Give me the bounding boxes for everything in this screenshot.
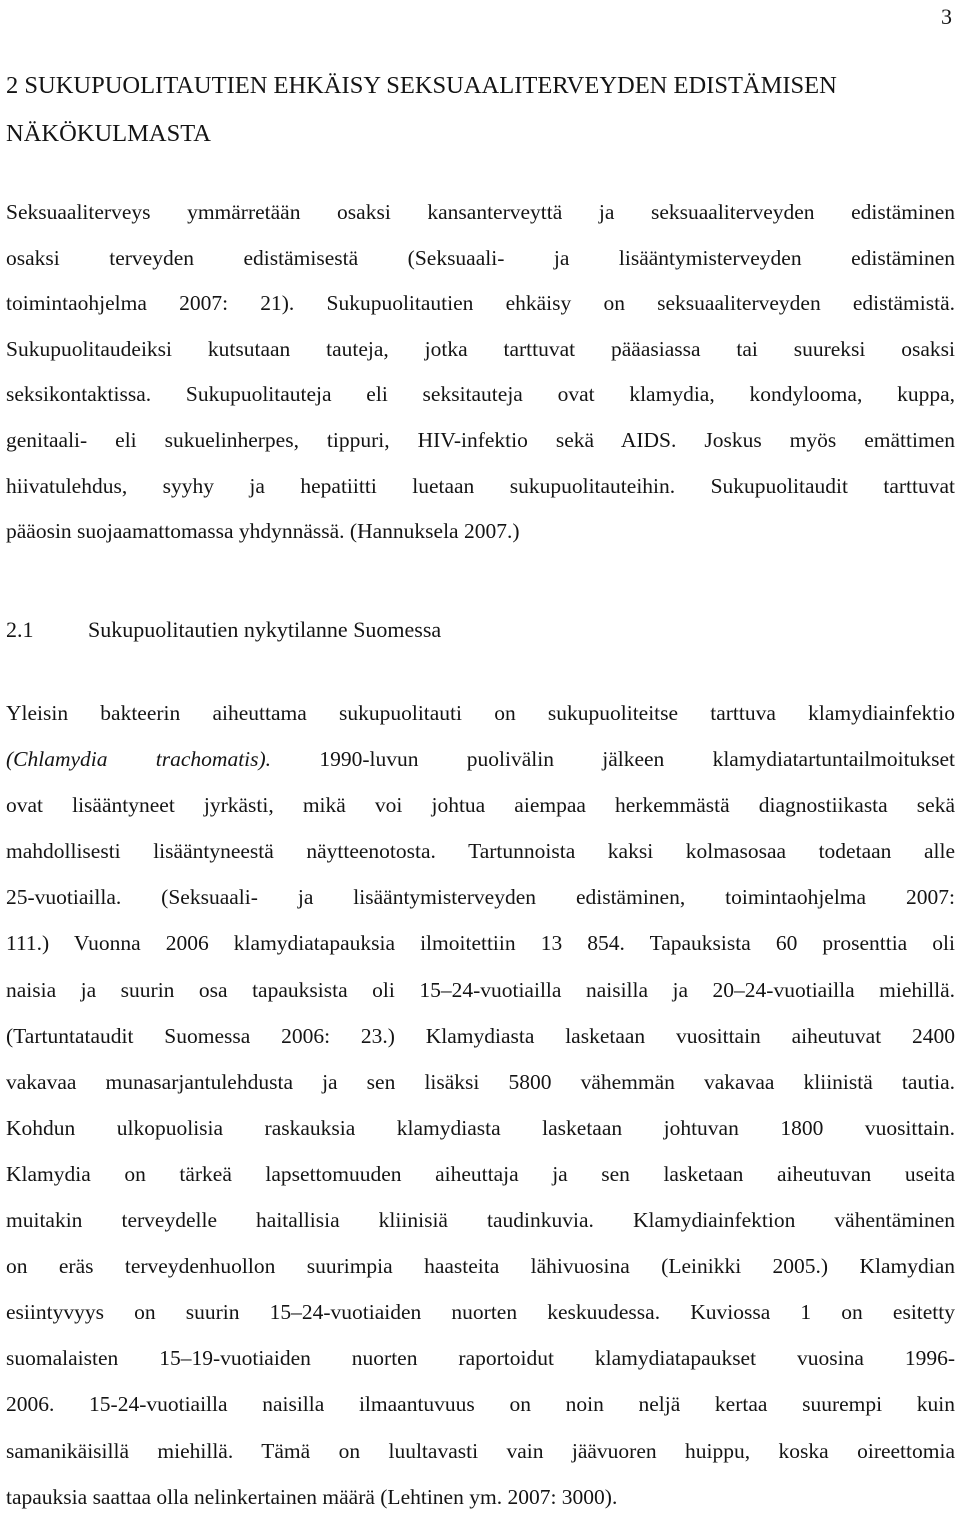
paragraph-line: Seksuaaliterveys ymmärretään osaksi kansanterveyttä ja seksuaaliterveyden edistäminen	[6, 200, 955, 224]
paragraph-line: esiintyvyys on suurin 15–24-vuotiaiden nuorten keskuudessa. Kuviossa 1 on esitetty	[6, 1300, 955, 1325]
intro-paragraph	[6, 190, 955, 555]
subsection-heading	[6, 606, 441, 654]
page-number: 3	[941, 4, 952, 29]
paragraph-line: Sukupuolitaudeiksi kutsutaan tauteja, jotka tarttuvat pääasiassa tai suureksi osaksi	[6, 336, 955, 361]
paragraph-line: 111.) Vuonna 2006 klamydiatapauksia ilmoitettiin 13 854. Tapauksista 60 prosenttia oli	[6, 931, 955, 956]
paragraph-line: ovat lisääntyneet jyrkästi, mikä voi johtua aiempaa herkemmästä diagnostiikasta sekä	[6, 793, 955, 818]
paragraph-line: (Tartuntataudit Suomessa 2006: 23.) Klamydiasta lasketaan vuosittain aiheutuvat 2400	[6, 1023, 955, 1048]
paragraph-line: Kohdun ulkopuolisia raskauksia klamydiasta lasketaan johtuvan 1800 vuosittain.	[6, 1115, 955, 1140]
body-paragraph	[6, 690, 955, 1520]
italic-species-name: (Chlamydia trachomatis).	[6, 747, 272, 772]
paragraph-line	[6, 736, 955, 782]
paragraph-line: tapauksia saattaa olla nelinkertainen määrä (Lehtinen ym. 2007: 3000).	[6, 1484, 618, 1509]
paragraph-line: naisia ja suurin osa tapauksista oli 15–24-vuotiailla naisilla ja 20–24-vuotiailla miehillä.	[6, 977, 955, 1002]
paragraph-line: mahdollisesti lisääntyneestä näytteenotosta. Tartunnoista kaksi kolmasosaa todetaan alle	[6, 839, 955, 864]
paragraph-line: muitakin terveydelle haitallisia kliinisiä taudinkuvia. Klamydiainfektion vähentäminen	[6, 1208, 955, 1233]
paragraph-line: genitaali- eli sukuelinherpes, tippuri, HIV-infektio sekä AIDS. Joskus myös emättimen	[6, 427, 955, 452]
paragraph-line: on eräs terveydenhuollon suurimpia haasteita lähivuosina (Leinikki 2005.) Klamydian	[6, 1254, 955, 1279]
paragraph-line: suomalaisten 15–19-vuotiaiden nuorten raportoidut klamydiatapaukset vuosina 1996-	[6, 1346, 955, 1371]
subsection-number: 2.1	[6, 617, 34, 642]
subsection-title: Sukupuolitautien nykytilanne Suomessa	[88, 617, 442, 642]
section-heading	[6, 62, 956, 158]
paragraph-line: seksikontaktissa. Sukupuolitauteja eli seksitauteja ovat klamydia, kondylooma, kuppa,	[6, 382, 955, 407]
section-heading-line: 2 SUKUPUOLITAUTIEN EHKÄISY SEKSUAALITERVEYDEN EDISTÄMISEN	[6, 72, 837, 99]
paragraph-line: toimintaohjelma 2007: 21). Sukupuolitautien ehkäisy on seksuaaliterveyden edistämistä.	[6, 291, 955, 316]
paragraph-line: samanikäisillä miehillä. Tämä on luultavasti vain jäävuoren huippu, koska oireettomia	[6, 1438, 955, 1463]
paragraph-line-rest: 1990-luvun puolivälin jälkeen klamydiatartuntailmoitukset	[271, 747, 955, 772]
section-heading-line: NÄKÖKULMASTA	[6, 120, 211, 147]
paragraph-line: Klamydia on tärkeä lapsettomuuden aiheuttaja ja sen lasketaan aiheutuvan useita	[6, 1161, 955, 1186]
paragraph-line: 2006. 15-24-vuotiailla naisilla ilmaantuvuus on noin neljä kertaa suurempi kuin	[6, 1392, 955, 1417]
paragraph-line: Yleisin bakteerin aiheuttama sukupuolitauti on sukupuoliteitse tarttuva klamydiainfektio	[6, 701, 955, 725]
paragraph-line: 25-vuotiailla. (Seksuaali- ja lisääntymisterveyden edistäminen, toimintaohjelma 2007:	[6, 885, 955, 910]
paragraph-line: pääosin suojaamattomassa yhdynnässä. (Hannuksela 2007.)	[6, 519, 520, 544]
paragraph-line: osaksi terveyden edistämisestä (Seksuaali- ja lisääntymisterveyden edistäminen	[6, 245, 955, 270]
paragraph-line: hiivatulehdus, syyhy ja hepatiitti luetaan sukupuolitauteihin. Sukupuolitaudit tarttuvat	[6, 473, 955, 498]
paragraph-line: vakavaa munasarjantulehdusta ja sen lisäksi 5800 vähemmän vakavaa kliinistä tautia.	[6, 1069, 955, 1094]
